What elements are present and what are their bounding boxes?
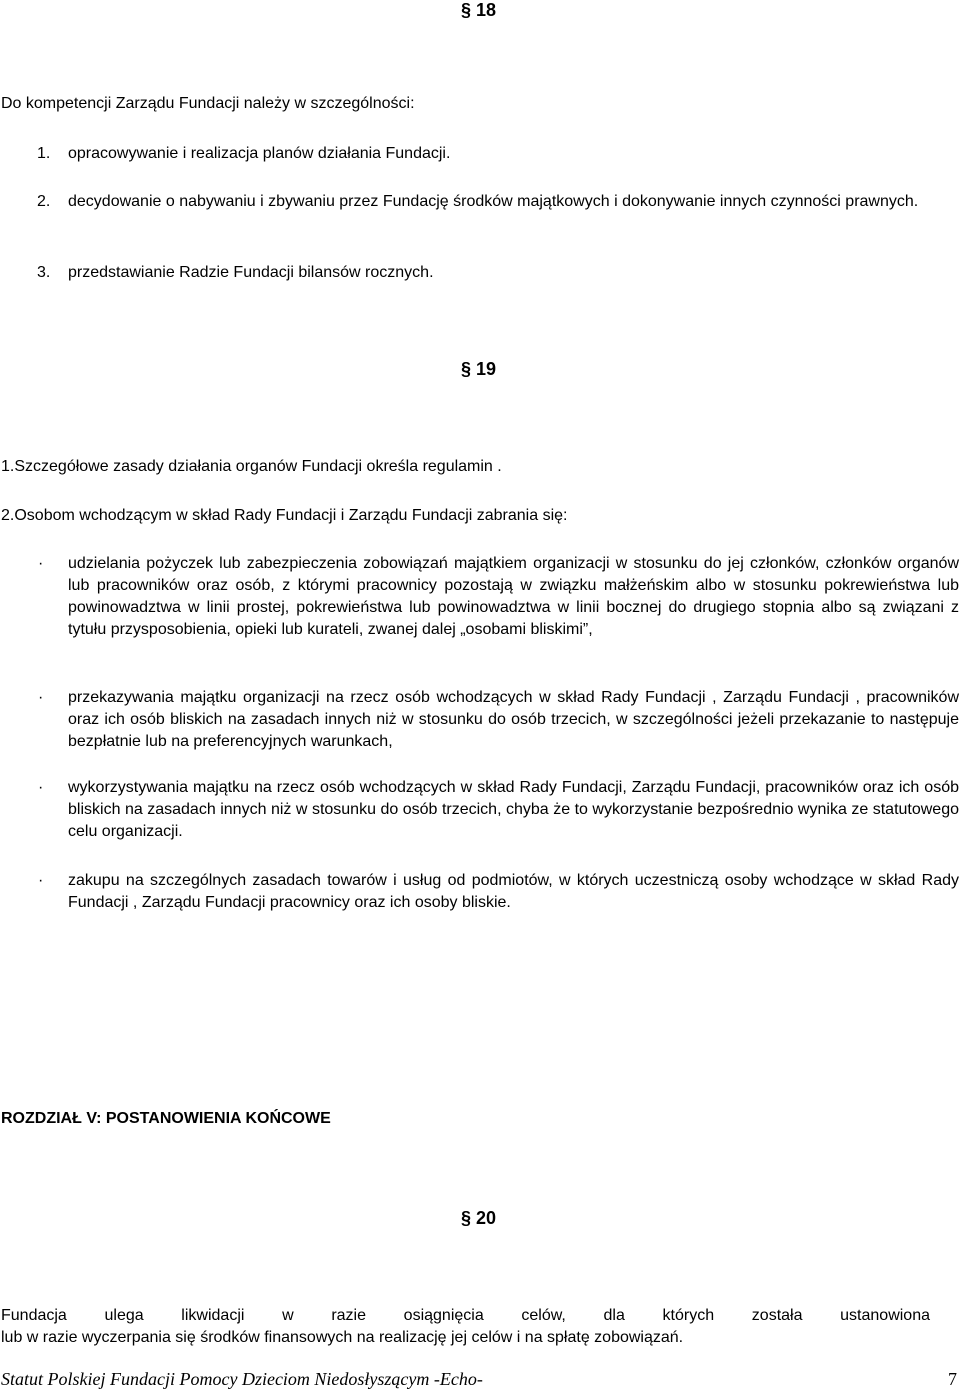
bullet-marker: · — [38, 779, 44, 796]
chapter-heading: ROZDZIAŁ V: POSTANOWIENIA KOŃCOWE — [1, 1110, 331, 1127]
section-19-paragraph-2: 2.Osobom wchodzącym w skład Rady Fundacji i Zarządu Fundacji zabrania się: — [1, 507, 568, 524]
bullet-marker: · — [38, 872, 44, 889]
list-item-number: 3. — [37, 264, 51, 281]
list-item-text: opracowywanie i realizacja planów działania Fundacji. — [68, 145, 451, 162]
section-19-heading: § 19 — [461, 359, 497, 379]
section-20-line-1: Fundacja ulega likwidacji w razie osiągnięcia celów, dla których została ustanowiona — [1, 1307, 930, 1324]
list-item-number: 2. — [37, 193, 51, 210]
footer-document-title: Statut Polskiej Fundacji Pomocy Dzieciom Niedosłyszącym -Echo- — [1, 1369, 483, 1389]
list-item-number: 1. — [37, 145, 51, 162]
bullet-marker: · — [38, 555, 44, 572]
footer-page-number: 7 — [948, 1369, 957, 1389]
section-18-intro: Do kompetencji Zarządu Fundacji należy w szczególności: — [1, 95, 415, 112]
section-18-heading: § 18 — [461, 0, 497, 20]
bullet-marker: · — [38, 689, 44, 706]
bullet-item: przekazywania majątku organizacji na rzecz osób wchodzących w skład Rady Fundacji , Zarządu Fundacji , pracowników oraz ich osób bliskich na zasadach innych niż w stosunku do osób trzecich, w szczególności jeżeli przekazanie to następuje bezpłatnie lub na preferencyjnych warunkach, — [68, 689, 959, 750]
bullet-item: zakupu na szczególnych zasadach towarów i usług od podmiotów, w których uczestniczą osoby wchodzące w skład Rady Fundacji , Zarządu Fundacji pracownicy oraz ich osoby bliskie. — [68, 872, 959, 911]
list-item-text: decydowanie o nabywaniu i zbywaniu przez Fundację środków majątkowych i dokonywanie innych czynności prawnych. — [68, 193, 919, 210]
section-20-heading: § 20 — [461, 1208, 497, 1228]
section-20-line-2: lub w razie wyczerpania się środków finansowych na realizację jej celów i na spłatę zobowiązań. — [1, 1329, 684, 1346]
list-item-text: przedstawianie Radzie Fundacji bilansów rocznych. — [68, 264, 434, 281]
section-19-paragraph-1: 1.Szczegółowe zasady działania organów Fundacji określa regulamin . — [1, 458, 502, 475]
bullet-item: wykorzystywania majątku na rzecz osób wchodzących w skład Rady Fundacji, Zarządu Fundacji, pracowników oraz ich osób bliskich na zasadach innych niż w stosunku do osób trzecich, chyba że to wykorzystanie bezpośrednio wynika ze statutowego celu organizacji. — [68, 779, 959, 840]
bullet-item: udzielania pożyczek lub zabezpieczenia zobowiązań majątkiem organizacji w stosunku do jej członków, członków organów lub pracowników oraz osób, z którymi pracownicy pozostają w związku małżeńskim albo w stosunku pokrewieństwa lub powinowadztwa w linii prostej, pokrewieństwa lub powinowadztwa w linii bocznej do drugiego stopnia albo są związani z tytułu przysposobienia, opieki lub kurateli, zwanej dalej „osobami bliskimi”, — [68, 555, 959, 638]
